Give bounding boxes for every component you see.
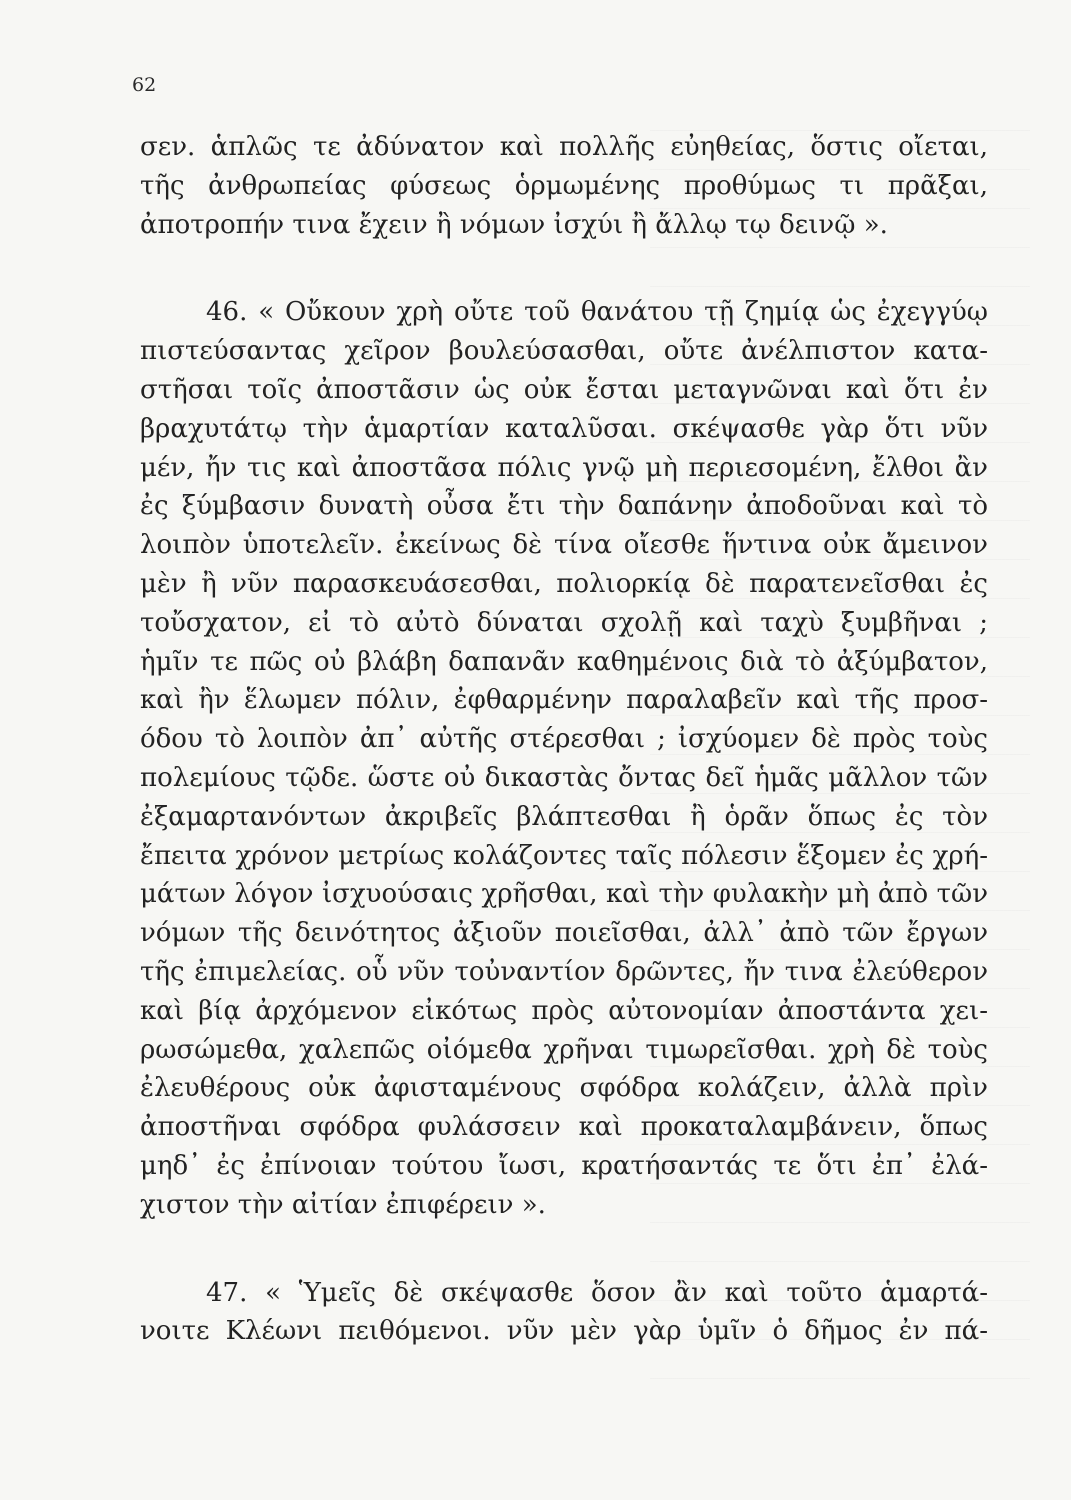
text-line: 47. « Ὑμεῖς δὲ σκέψασθε ὅσον ἂν καὶ τοῦτο ἁμαρτά- bbox=[206, 1277, 988, 1308]
text-line: βραχυτάτῳ τὴν ἁμαρτίαν καταλῦσαι. σκέψασθε γὰρ ὅτι νῦν bbox=[140, 413, 988, 444]
text-line: καὶ ἢν ἕλωμεν πόλιν, ἐφθαρμένην παραλαβεῖν καὶ τῆς προσ- bbox=[140, 685, 988, 716]
text-line: ἐς ξύμβασιν δυνατὴ οὖσα ἔτι τὴν δαπάνην ἀποδοῦναι καὶ τὸ bbox=[140, 491, 988, 522]
text-line: ἡμῖν τε πῶς οὐ βλάβη δαπανᾶν καθημένοις διὰ τὸ ἀξύμβατον, bbox=[140, 646, 988, 677]
paragraph-45-end bbox=[140, 128, 988, 244]
page-number: 62 bbox=[132, 74, 157, 96]
text-line: τοὔσχατον, εἰ τὸ αὐτὸ δύναται σχολῇ καὶ ταχὺ ξυμβῆναι ; bbox=[140, 607, 988, 638]
text-line: μέν, ἤν τις καὶ ἀποστᾶσα πόλις γνῷ μὴ περιεσομένη, ἔλθοι ἂν bbox=[140, 452, 988, 483]
paragraph-46 bbox=[140, 293, 988, 1224]
text-line: μηδ᾽ ἐς ἐπίνοιαν τούτου ἴωσι, κρατήσαντάς τε ὅτι ἐπ᾽ ἐλά- bbox=[140, 1150, 988, 1181]
text-line: ἀποτροπήν τινα ἔχειν ἢ νόμων ἰσχύι ἢ ἄλλῳ τῳ δεινῷ ». bbox=[140, 209, 888, 240]
paragraph-gap bbox=[140, 1225, 988, 1274]
text-line: νοιτε Κλέωνι πειθόμενοι. νῦν μὲν γὰρ ὑμῖν ὁ δῆμος ἐν πά- bbox=[140, 1316, 988, 1347]
text-line: τῆς ἀνθρωπείας φύσεως ὁρμωμένης προθύμως τι πρᾶξαι, bbox=[140, 170, 988, 201]
paragraph-gap bbox=[140, 244, 988, 293]
text-line: ρωσώμεθα, χαλεπῶς οἰόμεθα χρῆναι τιμωρεῖσθαι. χρὴ δὲ τοὺς bbox=[140, 1034, 988, 1065]
text-line: σεν. ἁπλῶς τε ἀδύνατον καὶ πολλῆς εὐηθείας, ὅστις οἴεται, bbox=[140, 132, 988, 162]
text-line: νόμων τῆς δεινότητος ἀξιοῦν ποιεῖσθαι, ἀλλ᾽ ἀπὸ τῶν ἔργων bbox=[140, 918, 988, 949]
text-line: ἐξαμαρτανόντων ἀκριβεῖς βλάπτεσθαι ἢ ὁρᾶν ὅπως ἐς τὸν bbox=[140, 801, 988, 832]
text-line: λοιπὸν ὑποτελεῖν. ἐκείνως δὲ τίνα οἴεσθε ἥντινα οὐκ ἄμεινον bbox=[140, 530, 988, 561]
text-line: όδου τὸ λοιπὸν ἀπ᾽ αὐτῆς στέρεσθαι ; ἰσχύομεν δὲ πρὸς τοὺς bbox=[140, 724, 988, 755]
text-line: χιστον τὴν αἰτίαν ἐπιφέρειν ». bbox=[140, 1189, 546, 1220]
text-line: τῆς ἐπιμελείας. οὗ νῦν τοὐναντίον δρῶντες, ἤν τινα ἐλεύθερον bbox=[140, 956, 988, 987]
text-line: στῆσαι τοῖς ἀποστᾶσιν ὡς οὐκ ἔσται μεταγνῶναι καὶ ὅτι ἐν bbox=[140, 374, 988, 405]
text-line: πολεμίους τῷδε. ὥστε οὐ δικαστὰς ὄντας δεῖ ἡμᾶς μᾶλλον τῶν bbox=[140, 762, 988, 793]
text-line: ἀποστῆναι σφόδρα φυλάσσειν καὶ προκαταλαμβάνειν, ὅπως bbox=[140, 1112, 988, 1143]
text-line: ἔπειτα χρόνον μετρίως κολάζοντες ταῖς πόλεσιν ἕξομεν ἐς χρή- bbox=[140, 840, 988, 871]
body-text bbox=[140, 128, 988, 1351]
text-line: μὲν ἢ νῦν παρασκευάσεσθαι, πολιορκίᾳ δὲ παρατενεῖσθαι ἐς bbox=[140, 568, 988, 599]
text-line: καὶ βίᾳ ἀρχόμενον εἰκότως πρὸς αὐτονομίαν ἀποστάντα χει- bbox=[140, 995, 988, 1026]
text-line: πιστεύσαντας χεῖρον βουλεύσασθαι, οὔτε ἀνέλπιστον κατα- bbox=[140, 336, 988, 367]
paragraph-47 bbox=[140, 1274, 988, 1352]
text-line: μάτων λόγον ἰσχυούσαις χρῆσθαι, καὶ τὴν φυλακὴν μὴ ἀπὸ τῶν bbox=[140, 879, 988, 910]
text-line: ἐλευθέρους οὐκ ἀφισταμένους σφόδρα κολάζειν, ἀλλὰ πρὶν bbox=[140, 1073, 988, 1104]
text-line: 46. « Οὔκουν χρὴ οὔτε τοῦ θανάτου τῇ ζημίᾳ ὡς ἐχεγγύῳ bbox=[206, 297, 988, 328]
